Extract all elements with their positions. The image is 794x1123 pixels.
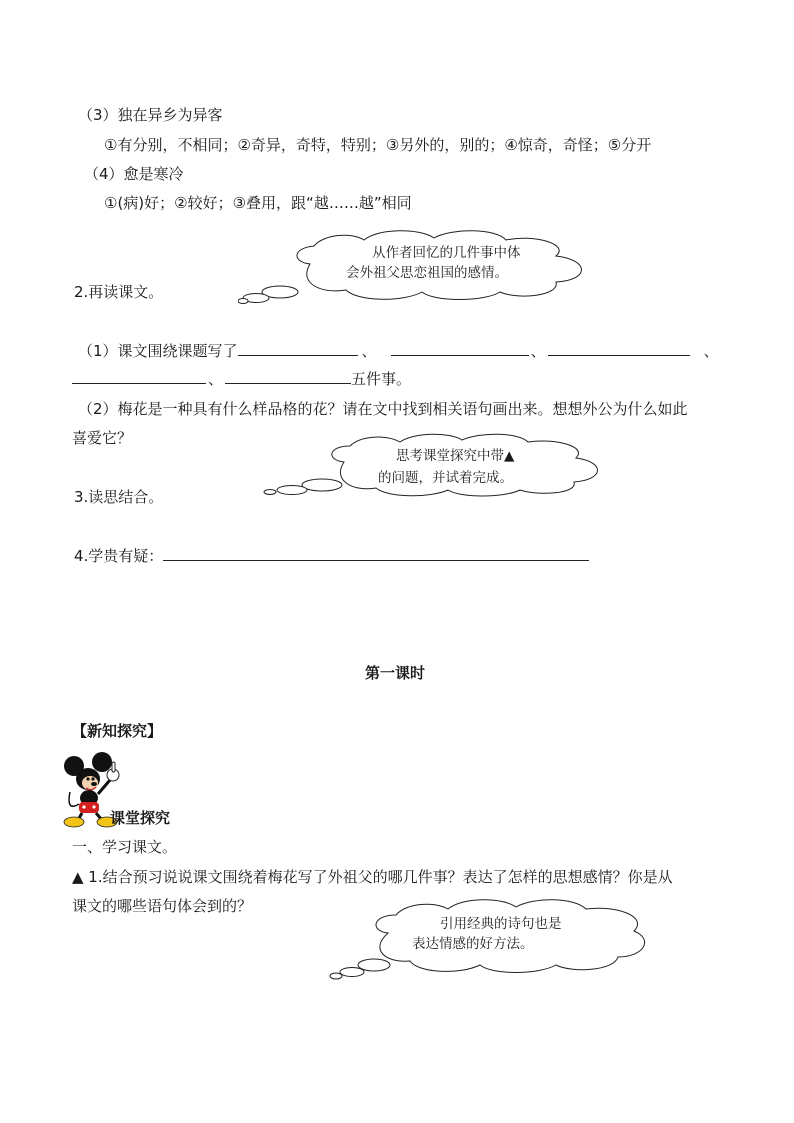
answer-blank-1[interactable] bbox=[238, 341, 358, 356]
question-4-line bbox=[74, 545, 589, 566]
separator: 、 bbox=[530, 342, 546, 360]
answer-blank-5[interactable] bbox=[225, 369, 351, 384]
part-1-heading: 一、学习课文。 bbox=[72, 838, 178, 856]
answer-blank-4[interactable] bbox=[72, 369, 206, 384]
question-2-1-line-2 bbox=[72, 368, 411, 389]
question-4-answer-blank[interactable] bbox=[163, 546, 589, 561]
vocab-item-3-title: （3）独在异乡为异客 bbox=[78, 106, 223, 124]
separator: 、 bbox=[208, 370, 224, 388]
thought-bubble-1-line-1: 从作者回忆的几件事中体 bbox=[372, 245, 521, 261]
separator: 、 bbox=[703, 342, 719, 360]
answer-blank-2[interactable] bbox=[391, 341, 529, 356]
thought-bubble-1-line-2: 会外祖父思恋祖国的感情。 bbox=[346, 265, 508, 281]
thought-bubble-2-line-1: 思考课堂探究中带▲ bbox=[396, 448, 515, 464]
separator: 、 bbox=[361, 342, 377, 360]
question-4-label: 4.学贵有疑： bbox=[74, 547, 164, 565]
question-2-1-suffix: 五件事。 bbox=[351, 370, 412, 388]
vocab-item-4-title: （4）愈是寒冷 bbox=[84, 165, 184, 183]
lesson-title: 第一课时 bbox=[365, 664, 426, 682]
question-2-2-line-2: 喜爱它？ bbox=[72, 429, 133, 447]
section-heading: 【新知探究】 bbox=[72, 722, 163, 740]
thought-bubble-3-line-1: 引用经典的诗句也是 bbox=[440, 916, 562, 932]
question-2-heading: 2.再读课文。 bbox=[74, 283, 164, 301]
vocab-item-4-definitions: ①(病)好；②较好；③叠用，跟“越……越”相同 bbox=[104, 194, 412, 212]
question-2-1-line-1 bbox=[78, 340, 719, 361]
subsection-heading: 课堂探究 bbox=[110, 809, 171, 827]
question-2-2-line-1: （2）梅花是一种具有什么样品格的花？请在文中找到相关语句画出来。想想外公为什么如此 bbox=[78, 400, 688, 418]
thought-bubble-3-line-2: 表达情感的好方法。 bbox=[412, 936, 534, 952]
task-1-line-1: ▲ 1.结合预习说说课文围绕着梅花写了外祖父的哪几件事？表达了怎样的思想感情？你是从 bbox=[72, 868, 673, 886]
answer-blank-3[interactable] bbox=[548, 341, 690, 356]
question-2-1-prefix: （1）课文围绕课题写了 bbox=[78, 342, 238, 360]
vocab-item-3-definitions: ①有分别，不相同；②奇异，奇特，特别；③另外的，别的；④惊奇，奇怪；⑤分开 bbox=[104, 136, 652, 154]
question-3-heading: 3.读思结合。 bbox=[74, 488, 164, 506]
thought-bubble-2-line-2: 的问题，并试着完成。 bbox=[378, 470, 513, 486]
task-1-line-2: 课文的哪些语句体会到的？ bbox=[72, 897, 253, 915]
